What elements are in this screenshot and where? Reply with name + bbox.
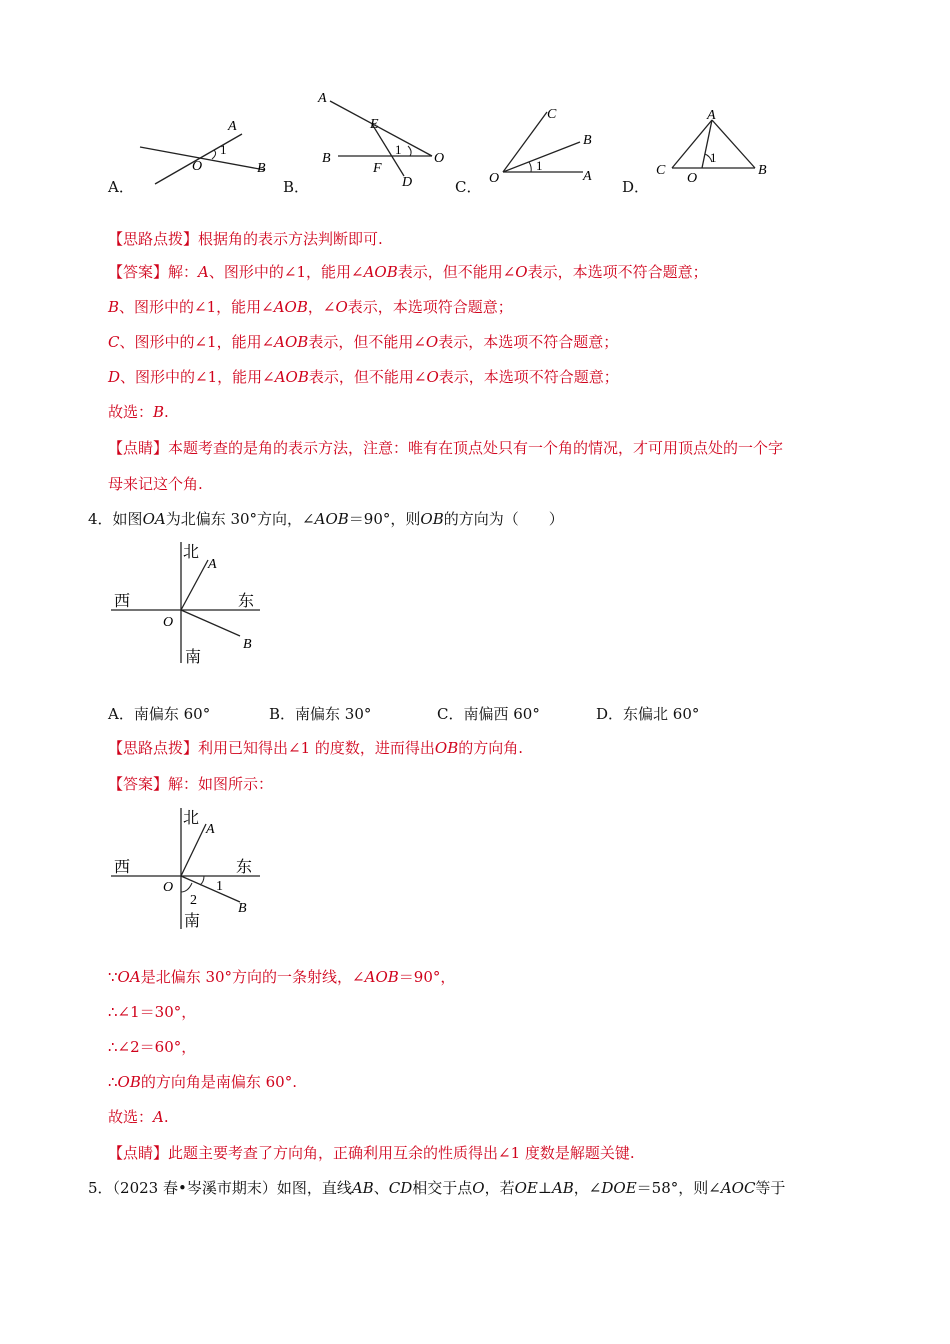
text: 的方向为（ ） [443, 510, 564, 528]
because-symbol: ∵ [108, 968, 118, 986]
answer-tag: 【答案】 [108, 263, 169, 281]
vertex-name: O [335, 298, 348, 316]
angle-name: AOB [363, 263, 398, 281]
south-label: 南 [184, 913, 201, 930]
q4-option-d[interactable]: D．东偏北 60° [596, 705, 700, 723]
text: 、图形中的∠1，能用∠ [120, 368, 275, 386]
point-label: D [402, 175, 413, 190]
angle-name: AOC [720, 1179, 756, 1197]
ray-name: OB [434, 739, 459, 757]
point-o: O [163, 880, 174, 895]
q4-step-2: ∴∠1＝30°， [108, 1003, 197, 1021]
text: 利用已知得出∠1 的度数，进而得出 [198, 739, 435, 757]
angle-arc-2 [181, 883, 192, 892]
angle-name: AOB [314, 510, 349, 528]
text: 、图形中的∠1，能用∠ [208, 263, 364, 281]
angle-name: AOB [364, 968, 399, 986]
vertex-name: O [425, 333, 439, 351]
q4-review [108, 1142, 635, 1163]
ray-ob [181, 610, 240, 636]
q4-stem [88, 508, 564, 529]
line-name: CD [388, 1179, 413, 1197]
angle-label: 1 [536, 158, 543, 173]
answer-prefix: 解： [168, 263, 199, 281]
angle-name: DOE [601, 1179, 637, 1197]
option-letter: D [108, 368, 121, 386]
ray-name: OA [142, 510, 166, 528]
point-label: B [583, 133, 592, 148]
angle-name: AOB [274, 333, 309, 351]
option-d-figure [650, 106, 780, 190]
q4-answer [108, 773, 273, 794]
option-letter: B [108, 298, 120, 316]
point-a: A [206, 822, 215, 837]
line-name: AB [351, 1179, 374, 1197]
west-label: 西 [114, 593, 131, 610]
line-name: AB [551, 1179, 574, 1197]
angle-label: 1 [710, 150, 717, 165]
angle-arc [408, 146, 411, 156]
text: ，∠ [307, 298, 336, 316]
choose-prefix: 故选： [108, 403, 154, 421]
text: ，若 [484, 1179, 515, 1197]
point-label: O [192, 159, 203, 174]
q3-review-2: 母来记这个角. [108, 475, 203, 493]
point-a: A [208, 557, 217, 572]
choose-end: . [163, 1108, 169, 1126]
south-label: 南 [185, 649, 202, 666]
q3-answer-line-1 [108, 261, 708, 282]
choose-letter: A [153, 1108, 164, 1126]
q4-figure-compass [108, 538, 268, 668]
line-ob [140, 147, 265, 170]
q4-option-c[interactable]: C．南偏西 60° [437, 705, 540, 723]
angle-1-label: 1 [216, 879, 223, 894]
text: ＝58°，则∠ [636, 1179, 721, 1197]
hint-text: 根据角的表示方法判断即可. [198, 230, 383, 248]
text: 相交于点 [412, 1179, 473, 1197]
choose-end: . [164, 403, 169, 421]
text: 表示，本选项不符合题意； [438, 333, 619, 351]
text: 表示，但不能用∠ [308, 368, 427, 386]
option-letter: C [108, 333, 120, 351]
q4-step-3: ∴∠2＝60°， [108, 1038, 197, 1056]
point-label: A [583, 169, 592, 184]
text: 的方向角. [458, 739, 524, 757]
text: 、 [373, 1179, 389, 1197]
point-label: O [434, 151, 445, 166]
q4-option-b[interactable]: B．南偏东 30° [269, 705, 372, 723]
q4-figure-solution [108, 804, 268, 934]
review-text: 本题考查的是角的表示方法，注意：唯有在顶点处只有一个角的情况，才可用顶点处的一个字 [168, 439, 784, 457]
point-b: B [238, 901, 247, 916]
text: 如图 [112, 510, 143, 528]
text: 表示，本选项不符合题意； [438, 368, 619, 386]
choose-letter: B [153, 403, 165, 421]
option-a-label[interactable]: A． [108, 178, 134, 196]
q3-review-1 [108, 437, 783, 458]
angle-arc-1 [200, 876, 204, 885]
ray-name: OA [117, 968, 141, 986]
option-d-label[interactable]: D． [622, 178, 650, 196]
point-b: B [243, 637, 252, 652]
point-label: E [370, 117, 379, 132]
text: 、图形中的∠1，能用∠ [119, 333, 275, 351]
point-label: A [318, 91, 327, 106]
q3-answer-line-4 [108, 366, 619, 387]
point-label: B [257, 161, 266, 176]
answer-text: 解：如图所示： [168, 775, 274, 793]
q3-choose [108, 401, 169, 422]
option-b-label[interactable]: B． [283, 178, 310, 196]
q4-choose [108, 1106, 169, 1127]
east-label: 东 [236, 859, 253, 876]
point-label: O [489, 171, 500, 186]
text: 表示，本选项不符合题意； [527, 263, 708, 281]
east-label: 东 [238, 593, 255, 610]
question-number: 4． [88, 510, 113, 528]
answer-tag: 【答案】 [108, 775, 169, 793]
point-label: B [322, 151, 331, 166]
q4-option-a[interactable]: A．南偏东 60° [108, 705, 211, 723]
north-label: 北 [183, 810, 200, 827]
point-label: B [758, 163, 767, 178]
point-name: O [472, 1179, 485, 1197]
option-a-figure [130, 112, 280, 192]
text: 的方向角是南偏东 60°. [140, 1073, 297, 1091]
vertex-name: O [426, 368, 439, 386]
hint-tag: 【思路点拨】 [108, 230, 199, 248]
choose-prefix: 故选： [108, 1108, 154, 1126]
text: 表示，但不能用∠ [397, 263, 516, 281]
text: 表示，本选项符合题意； [347, 298, 513, 316]
hint-tag: 【思路点拨】 [108, 739, 199, 757]
line-ac [672, 120, 712, 168]
option-letter: A [198, 263, 209, 281]
text: 表示，但不能用∠ [308, 333, 426, 351]
q4-step-4 [108, 1071, 297, 1092]
point-label: O [687, 171, 698, 186]
ray-oa [181, 824, 206, 876]
vertex-name: O [515, 263, 528, 281]
angle-name: AOB [273, 298, 308, 316]
point-label: F [373, 161, 382, 176]
text: 等于 [755, 1179, 786, 1197]
west-label: 西 [114, 859, 131, 876]
ray-name: OB [420, 510, 444, 528]
text: ⊥ [537, 1179, 552, 1197]
q5-stem [88, 1177, 785, 1198]
option-c-figure [485, 100, 605, 188]
therefore-symbol: ∴ [108, 1073, 118, 1091]
point-label: A [707, 108, 716, 123]
option-b-figure [310, 86, 460, 190]
north-label: 北 [183, 544, 200, 561]
text: （2023 春•岑溪市期末）如图，直线 [112, 1179, 352, 1197]
point-label: C [547, 107, 557, 122]
point-label: A [228, 119, 237, 134]
point-label: C [656, 163, 666, 178]
q4-step-1 [108, 966, 455, 987]
q3-hint [108, 228, 383, 249]
angle-label: 1 [220, 142, 227, 157]
ray-oa [181, 560, 208, 610]
text: ＝90°，则 [348, 510, 421, 528]
text: 、图形中的∠1，能用∠ [119, 298, 274, 316]
ray-name: OE [514, 1179, 538, 1197]
ray-name: OB [117, 1073, 141, 1091]
option-c-label[interactable]: C． [455, 178, 482, 196]
angle-2-label: 2 [190, 893, 197, 908]
text: ＝90°， [398, 968, 456, 986]
review-tag: 【点睛】 [108, 1144, 169, 1162]
q3-answer-line-3 [108, 331, 618, 352]
point-o: O [163, 615, 174, 630]
review-tag: 【点睛】 [108, 439, 169, 457]
angle-name: AOB [274, 368, 309, 386]
review-text: 此题主要考查了方向角，正确利用互余的性质得出∠1 度数是解题关键. [168, 1144, 635, 1162]
text: ，∠ [573, 1179, 602, 1197]
q4-hint [108, 737, 523, 758]
q3-answer-line-2 [108, 296, 513, 317]
line-ab [712, 120, 755, 168]
line-ao [330, 101, 432, 156]
text: 为北偏东 30°方向，∠ [165, 510, 315, 528]
angle-label: 1 [395, 142, 402, 157]
question-number: 5． [88, 1179, 113, 1197]
text: 是北偏东 30°方向的一条射线，∠ [140, 968, 365, 986]
angle-arc [529, 162, 531, 172]
